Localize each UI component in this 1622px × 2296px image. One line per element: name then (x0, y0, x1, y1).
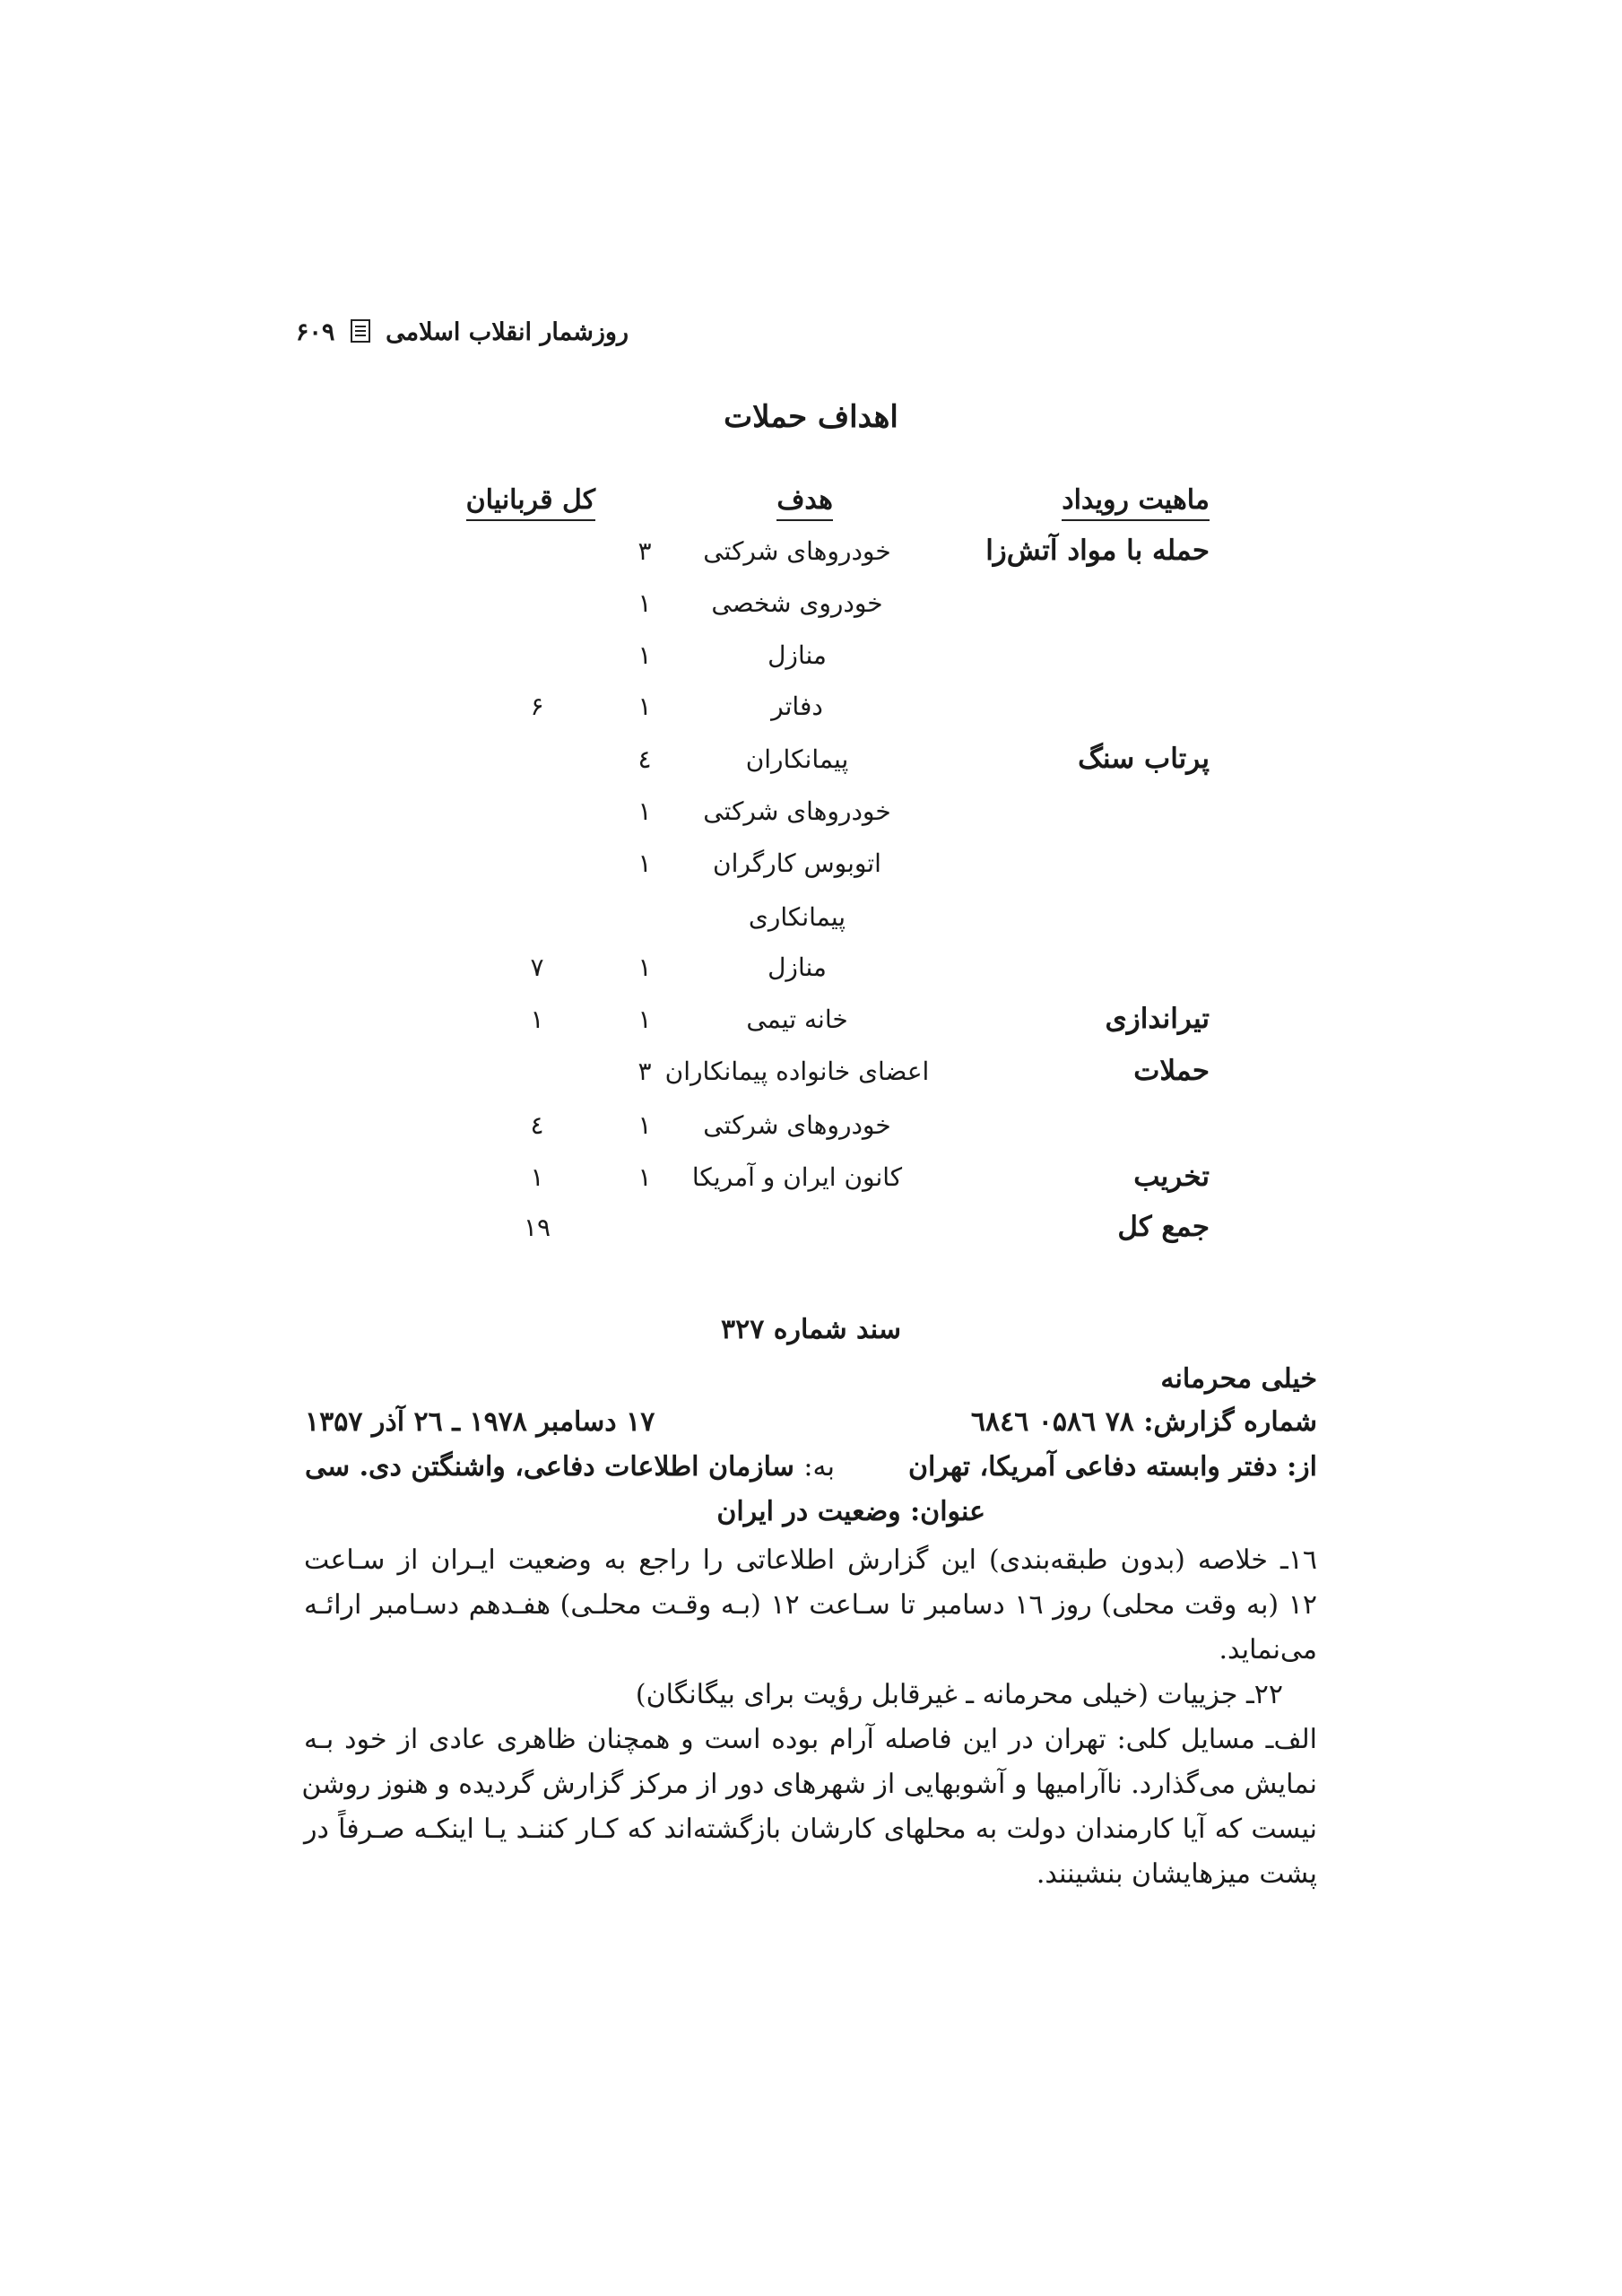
table-cell-total: ۶ (530, 691, 544, 721)
table-cell-count: ٤ (638, 744, 652, 774)
running-header (288, 318, 629, 346)
table-cell-category: تخریب (1133, 1161, 1210, 1193)
table-cell-target: خودروهای شرکتی (703, 1110, 891, 1140)
table-cell-target: دفاتر (771, 691, 823, 721)
book-title: روزشمار انقلاب اسلامی (386, 318, 629, 346)
body-line: نمایش می‌گذارد. ناآرامیها و آشوبهایی از شهرهای دور از مرکز گزارش گردیده و هنوز روشن (301, 1769, 1317, 1800)
report-date: ۱۷ دسامبر ۱۹۷۸ ـ ۲٦ آذر ۱۳۵۷ (305, 1406, 655, 1438)
column-header-event-type: ماهیت رویداد (1062, 484, 1210, 521)
document-icon (351, 319, 370, 343)
table-cell-target: خودروهای شرکتی (703, 536, 891, 566)
page-number: ۶۰۹ (295, 318, 335, 346)
table-cell-category: حملات (1133, 1055, 1210, 1087)
document-number: سند شماره ۳۲۷ (721, 1314, 901, 1345)
subject-line: عنوان: وضعیت در ایران (716, 1496, 985, 1527)
table-cell-total: ۱ (530, 1162, 544, 1192)
table-title: اهداف حملات (724, 399, 898, 435)
table-cell-count: ۱ (638, 848, 652, 878)
table-cell-count: ۱ (638, 1004, 652, 1034)
column-header-target: هدف (776, 484, 833, 521)
table-cell-count: ۱ (638, 640, 652, 670)
column-header-total-casualties: کل قربانیان (466, 484, 595, 521)
table-cell-total: ۱۹ (523, 1213, 551, 1242)
to-label: به: (803, 1451, 835, 1483)
table-cell-total: ۷ (530, 952, 544, 982)
table-cell-target: خانه تیمی (746, 1004, 848, 1034)
report-number: شماره گزارش: ۷۸ ۰۵۸٦ ٦۸٤٦ (970, 1406, 1317, 1438)
table-cell-count: ۱ (638, 952, 652, 982)
body-line: می‌نماید. (1219, 1634, 1317, 1665)
body-line: پشت میزهایشان بنشینند. (1036, 1858, 1317, 1890)
table-cell-count: ۱ (638, 1162, 652, 1192)
to-recipient: سازمان اطلاعات دفاعی، واشنگتن دی. سی (305, 1451, 794, 1483)
body-line: ۱٦ـ خلاصه (بدون طبقه‌بندی) این گزارش اطلاعاتی را راجع به وضعیت ایـران از سـاعت (304, 1544, 1317, 1576)
table-cell-target: اتوبوس کارگران (713, 848, 881, 878)
table-cell-count: ۱ (638, 796, 652, 826)
table-cell-target: خودروهای شرکتی (703, 796, 891, 826)
table-cell-count: ۱ (638, 588, 652, 618)
table-cell-total: ٤ (530, 1110, 544, 1140)
to-line (305, 1451, 835, 1483)
table-cell-count: ۱ (638, 691, 652, 721)
body-line: نیست که آیا کارمندان دولت به محلهای کارشان بازگشته‌اند که کـار کننـد یـا اینکـه صـرفاً در (304, 1813, 1317, 1845)
table-cell-target: کانون ایران و آمریکا (691, 1162, 903, 1192)
from-line: از: دفتر وابسته دفاعی آمریکا، تهران (907, 1451, 1317, 1483)
table-cell-category: تیراندازی (1105, 1003, 1210, 1035)
table-cell-target: خودروی شخصی (711, 588, 883, 618)
table-cell-target: پیمانکاران (745, 744, 849, 774)
table-cell-target: منازل (768, 640, 827, 670)
table-cell-category: حمله با مواد آتش‌زا (985, 535, 1210, 567)
body-line: الف‌ـ مسایل کلی: تهران در این فاصله آرام بوده است و همچنان ظاهری عادی از خود بـه (304, 1724, 1317, 1755)
table-cell-total: ۱ (530, 1004, 544, 1034)
body-line: ۱۲ (به وقت محلی) روز ۱٦ دسامبر تا سـاعت ۱۲ (بـه وقـت محلـی) هفـدهم دسـامبر ارائـه (304, 1589, 1317, 1621)
table-cell-category: پرتاب سنگ (1078, 743, 1210, 775)
table-cell-count: ۳ (638, 1057, 652, 1086)
table-cell-count: ۳ (638, 536, 652, 566)
table-cell-count: ۱ (638, 1110, 652, 1140)
table-cell-target: پیمانکاری (748, 902, 846, 932)
table-cell-category: جمع کل (1117, 1211, 1210, 1243)
table-cell-target: منازل (768, 952, 827, 982)
table-cell-target: اعضای خانواده پیمانکاران (664, 1057, 930, 1086)
classification: خیلی محرمانه (1160, 1363, 1317, 1395)
body-line: ۲۲ـ جزییات (خیلی محرمانه ـ غیرقابل رؤیت برای بیگانگان) (635, 1679, 1283, 1710)
